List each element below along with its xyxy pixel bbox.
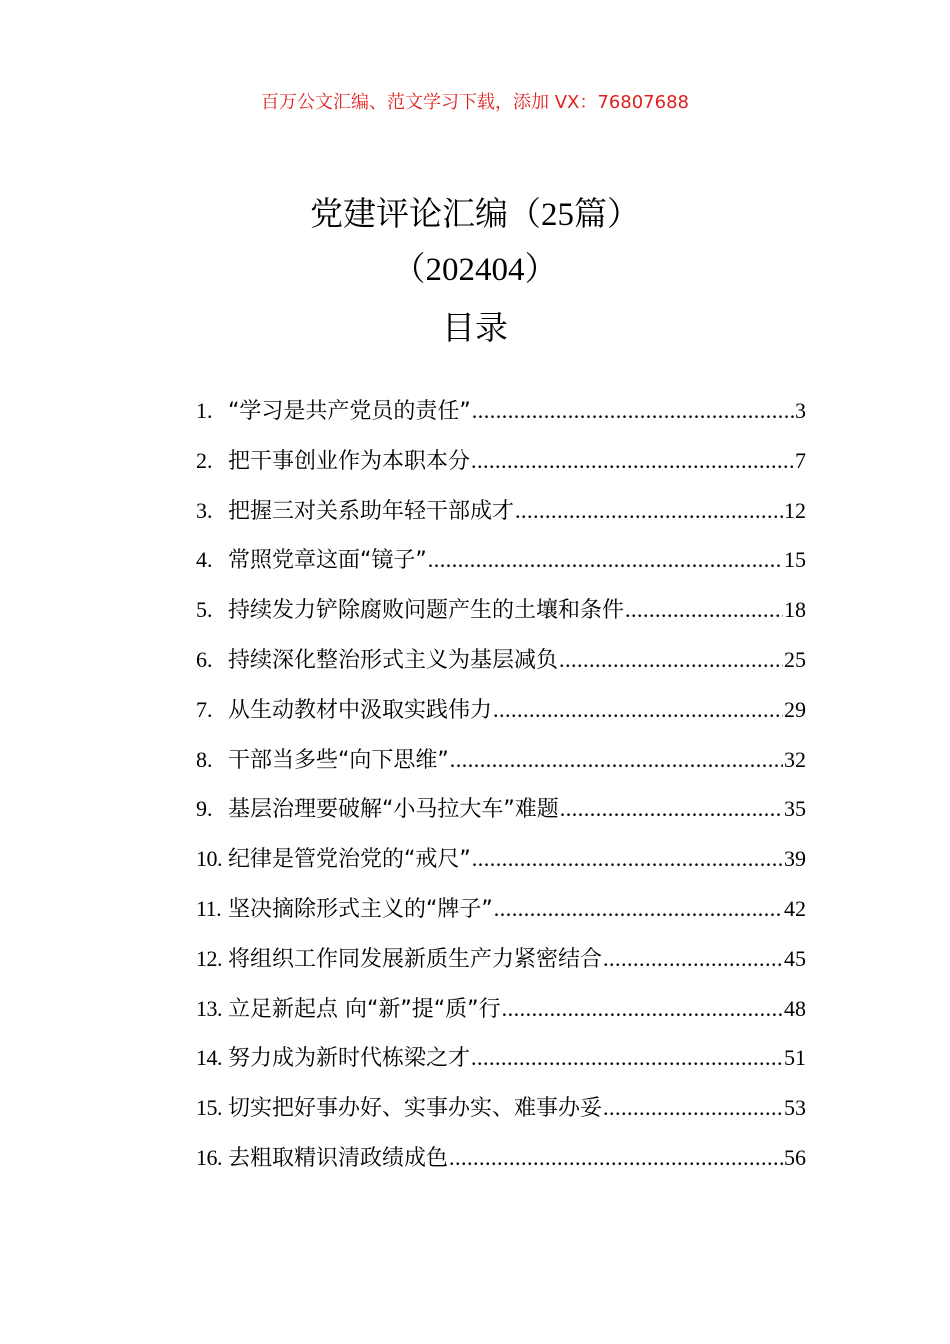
toc-entry-title[interactable]: 持续发力铲除腐败问题产生的土壤和条件 — [228, 598, 625, 624]
toc-leader-dots — [625, 585, 783, 635]
toc-heading: 目录 — [442, 308, 508, 347]
toc-entry-number: 14. — [196, 1045, 222, 1071]
toc-entry[interactable] — [196, 1133, 806, 1183]
toc-entry-title[interactable]: 把握三对关系助年轻干部成才 — [228, 498, 515, 524]
toc-entry-number: 8. — [196, 746, 213, 772]
toc-entry-title[interactable]: “学习是共产党员的责任” — [228, 399, 471, 424]
toc-leader-dots — [603, 934, 783, 984]
toc-entry-page: 15 — [784, 547, 806, 573]
toc-entry-page: 35 — [784, 796, 806, 822]
toc-entry[interactable] — [196, 635, 806, 685]
toc-entry-page: 25 — [784, 646, 806, 672]
toc-entry-page: 12 — [784, 497, 806, 523]
toc-entry[interactable] — [196, 735, 806, 785]
toc-entry-number: 11. — [196, 895, 222, 921]
toc-entry-number: 2. — [196, 447, 213, 473]
toc-entry-number: 13. — [196, 995, 222, 1021]
toc-entry-page: 53 — [784, 1095, 806, 1121]
title-block — [0, 186, 950, 358]
toc-entry-page: 48 — [784, 995, 806, 1021]
toc-entry-page: 42 — [784, 895, 806, 921]
toc-entry[interactable] — [196, 436, 806, 486]
toc-entry-title[interactable]: 从生动教材中汲取实践伟力 — [228, 697, 493, 723]
toc-entry[interactable] — [196, 585, 806, 635]
toc-leader-dots — [472, 834, 783, 884]
toc-entry[interactable] — [196, 535, 806, 585]
toc-entry-number: 5. — [196, 597, 213, 623]
toc-leader-dots — [450, 735, 783, 785]
toc-entry-number: 10. — [196, 846, 222, 872]
toc-entry-number: 3. — [196, 497, 213, 523]
toc-entry[interactable] — [196, 984, 806, 1034]
toc-leader-dots — [493, 685, 783, 735]
promo-banner: 百万公文汇编、范文学习下载，添加 VX：76807688 — [261, 92, 689, 113]
toc-entry[interactable] — [196, 834, 806, 884]
toc-entry-title[interactable]: 将组织工作同发展新质生产力紧密结合 — [228, 946, 603, 972]
toc-entry-title[interactable]: 把干事创业作为本职本分 — [228, 448, 471, 474]
toc-leader-dots — [560, 784, 783, 834]
toc-entry-page: 51 — [784, 1045, 806, 1071]
toc-entry-title[interactable]: 持续深化整治形式主义为基层减负 — [228, 647, 559, 673]
toc-entry-title[interactable]: 坚决摘除形式主义的“牌子” — [228, 896, 493, 922]
toc-entry[interactable] — [196, 1033, 806, 1083]
toc-entry-number: 4. — [196, 547, 213, 573]
toc-leader-dots — [603, 1083, 783, 1133]
toc-entry[interactable] — [196, 934, 806, 984]
document-title — [0, 186, 950, 242]
toc-entry-title[interactable]: 努力成为新时代栋梁之才 — [228, 1046, 471, 1072]
toc-entry-page: 39 — [784, 846, 806, 872]
toc-leader-dots — [449, 1133, 783, 1183]
title-main: 党建评论汇编（ — [310, 194, 541, 233]
toc-entry[interactable] — [196, 386, 806, 436]
toc-entry[interactable] — [196, 884, 806, 934]
toc-entry-title[interactable]: 常照党章这面“镜子” — [228, 548, 427, 574]
toc-entry-number: 6. — [196, 646, 213, 672]
title-unit: 篇） — [574, 194, 640, 233]
toc-entry-page: 32 — [784, 746, 806, 772]
toc-entry-number: 7. — [196, 696, 213, 722]
toc-entry-page: 45 — [784, 945, 806, 971]
toc-leader-dots — [471, 1033, 783, 1083]
toc-leader-dots — [559, 635, 783, 685]
table-of-contents — [196, 386, 806, 1183]
toc-leader-dots — [472, 386, 794, 436]
toc-entry-number: 9. — [196, 796, 213, 822]
toc-entry-page: 29 — [784, 696, 806, 722]
toc-entry[interactable] — [196, 784, 806, 834]
toc-leader-dots — [471, 436, 794, 486]
toc-entry-number: 12. — [196, 945, 222, 971]
title-count: 25 — [541, 197, 574, 233]
toc-entry[interactable] — [196, 685, 806, 735]
toc-entry-page: 18 — [784, 597, 806, 623]
toc-entry-title[interactable]: 去粗取精识清政绩成色 — [228, 1145, 449, 1171]
toc-leader-dots — [428, 535, 783, 585]
toc-entry[interactable] — [196, 486, 806, 536]
toc-leader-dots — [502, 984, 783, 1034]
toc-entry-page: 7 — [795, 447, 806, 473]
toc-entry-number: 1. — [196, 398, 213, 423]
toc-entry-number: 15. — [196, 1095, 222, 1121]
toc-entry-number: 16. — [196, 1144, 222, 1170]
toc-entry[interactable] — [196, 1083, 806, 1133]
toc-entry-page: 56 — [784, 1144, 806, 1170]
toc-leader-dots — [515, 486, 783, 536]
toc-entry-title[interactable]: 干部当多些“向下思维” — [228, 747, 449, 773]
toc-entry-title[interactable]: 基层治理要破解“小马拉大车”难题 — [228, 797, 559, 823]
toc-entry-title[interactable]: 切实把好事办好、实事办实、难事办妥 — [228, 1096, 603, 1122]
toc-entry-title[interactable]: 立足新起点 向“新”提“质”行 — [228, 996, 501, 1022]
document-date: （202404） — [392, 252, 558, 288]
toc-entry-page: 3 — [795, 398, 806, 423]
toc-leader-dots — [494, 884, 783, 934]
toc-entry-title[interactable]: 纪律是管党治党的“戒尺” — [228, 847, 471, 873]
